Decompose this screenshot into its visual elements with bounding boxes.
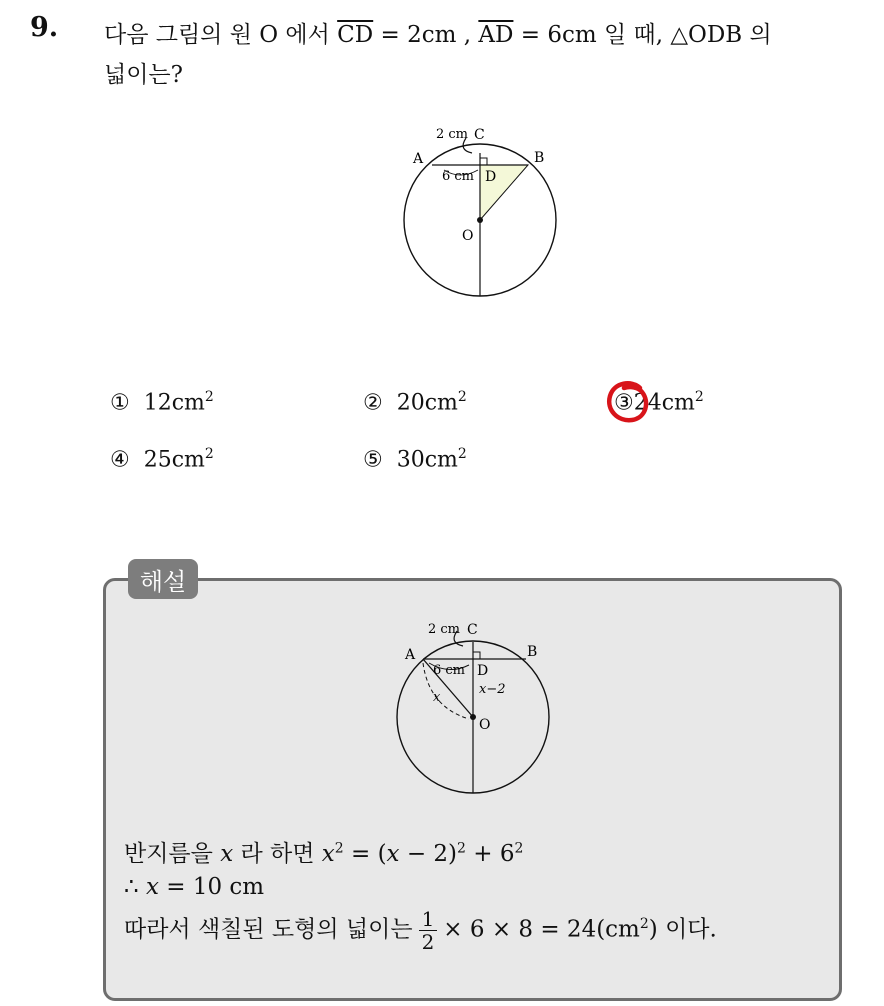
solution-therefore: ∴ xyxy=(124,874,146,900)
choice-3-exponent: 2 xyxy=(694,389,704,405)
question-text-part2: = 2cm , xyxy=(373,22,479,48)
solution-eq-mid2: − 2) xyxy=(399,841,458,867)
choice-4-number: ④ xyxy=(110,447,130,473)
solution-circle-figure xyxy=(393,617,563,802)
fraction-numerator: 1 xyxy=(419,908,438,931)
fig2-label-b: B xyxy=(527,644,538,660)
fig2-label-a: A xyxy=(405,647,416,663)
choice-1-exponent: 2 xyxy=(204,389,214,405)
question-text-line2: 넓이는? xyxy=(104,62,183,88)
center-point-o xyxy=(477,217,483,223)
question-text-line1 xyxy=(104,16,772,49)
solution-line-1 xyxy=(124,835,523,868)
choice-4-exponent: 2 xyxy=(204,446,214,462)
fig1-len-cd: 2 cm xyxy=(436,127,469,142)
fraction-denominator: 2 xyxy=(421,930,435,954)
fig1-label-c: C xyxy=(474,127,485,143)
solution-line-3 xyxy=(124,908,717,953)
choice-5-value: 30cm xyxy=(396,447,458,473)
choice-1[interactable] xyxy=(110,389,214,415)
solution-line1-text2: 라 하면 xyxy=(233,841,322,867)
solution-center-point-o xyxy=(470,714,476,720)
choice-2[interactable] xyxy=(363,389,467,415)
fig2-len-x2: x−2 xyxy=(479,682,506,697)
question-number: 9. xyxy=(30,12,59,43)
choice-2-number: ② xyxy=(363,390,383,416)
solution-line1-var: x xyxy=(220,841,234,867)
solution-eq-mid: = ( xyxy=(343,841,387,867)
choice-4-value: 25cm xyxy=(143,447,205,473)
solution-line3-expr: × 6 × 8 = 24(cm xyxy=(443,916,640,943)
choice-5-number: ⑤ xyxy=(363,447,383,473)
choice-4[interactable] xyxy=(110,446,214,472)
solution-line1-text: 반지름을 xyxy=(124,841,221,867)
solution-tag: 해설 xyxy=(128,559,198,599)
choice-3-value: 24cm xyxy=(633,390,695,416)
fig1-label-o: O xyxy=(462,228,474,244)
solution-eq-x2: x xyxy=(386,841,400,867)
fig2-len-ad: 6 cm xyxy=(433,663,466,678)
fig1-label-b: B xyxy=(534,150,545,166)
right-angle-mark xyxy=(480,158,487,165)
fig2-len-cd: 2 cm xyxy=(428,622,461,637)
solution-eq-exp1: 2 xyxy=(334,840,344,857)
circle-figure xyxy=(400,120,570,305)
solution-eq-x: x xyxy=(321,841,335,867)
question-text-part1: 다음 그림의 원 O 에서 xyxy=(104,22,338,48)
choice-1-number: ① xyxy=(110,390,130,416)
segment-cd: $\overline{CD}$ xyxy=(337,22,374,48)
solution-eq-exp2: 2 xyxy=(457,840,466,857)
solution-right-angle-mark xyxy=(473,652,480,659)
solution-line-2 xyxy=(124,874,264,900)
choice-2-value: 20cm xyxy=(396,390,458,416)
choice-5[interactable] xyxy=(363,446,467,472)
fig2-len-x: x xyxy=(433,690,441,705)
choice-5-exponent: 2 xyxy=(457,446,467,462)
solution-line3-text: 따라서 색칠된 도형의 넓이는 xyxy=(124,916,413,943)
segment-ad: $\overline{AD}$ xyxy=(478,22,514,48)
solution-line2-rest: = 10 cm xyxy=(158,874,265,900)
solution-line2-var: x xyxy=(145,874,159,900)
fig2-label-d: D xyxy=(477,663,489,679)
answer-circle-mark xyxy=(604,378,652,426)
solution-line3-exp: 2 xyxy=(639,915,649,932)
solution-eq-end: + 6 xyxy=(465,841,515,867)
fig2-label-c: C xyxy=(467,622,478,638)
fig1-len-ad: 6 cm xyxy=(442,169,475,184)
fig1-label-d: D xyxy=(485,169,497,185)
choice-1-value: 12cm xyxy=(143,390,205,416)
choice-3-number: ③ xyxy=(614,390,634,416)
solution-line3-end: ) 이다. xyxy=(648,916,717,943)
fig2-label-o: O xyxy=(479,717,491,733)
solution-eq-exp3: 2 xyxy=(514,840,524,857)
fraction-one-half xyxy=(419,908,438,953)
question-text-part3: = 6cm 일 때, △ODB 의 xyxy=(513,22,772,48)
fig1-label-a: A xyxy=(413,151,424,167)
choice-2-exponent: 2 xyxy=(457,389,467,405)
